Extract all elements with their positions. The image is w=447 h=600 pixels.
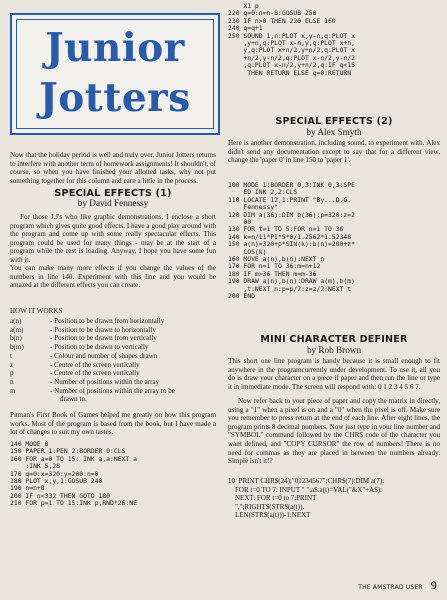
article1-body: For those J.J's who like graphic demonstrations, I enclose a short program which gives quite good effects. I have a good play around with the program and come up with some really spectacular effects. This program could be used for many things - may be at the start of a program while the rest is loading. Anyway, I hope you have some fun with it. — [10, 213, 216, 264]
variable-row — [10, 369, 216, 378]
variable-row — [10, 334, 216, 343]
article1-body2: You can make many more effects if you change the values of the numbers in line 140. Experiment with this line and you would be amazed at the different effects you can create. — [10, 264, 216, 290]
magazine-name: THE AMSTRAD USER — [358, 584, 423, 591]
variable-list — [10, 317, 216, 404]
article1-code-listing: 140 MODE 0 150 PAPER 1:PEN 2:BORDER 0:CLS 160 FOR a=0 TO 15: INK a,a:NEXT a :INK 5,28 170 q=0:x=320:y=200:n=0 180 PLOT x,y,1:GOSUB 240 190 n=n+8 200 IF n<332 THEN GOTO 180 210 FOR p=1 TO 15:INK p,RND*26:NE — [10, 440, 137, 508]
variable-name: b(m) — [10, 343, 24, 352]
variable-name — [10, 395, 50, 404]
article3-title: MINI CHARACTER DEFINER — [260, 334, 408, 345]
variable-desc: - Number of positions within the array — [50, 377, 160, 386]
variable-name: z — [10, 360, 14, 369]
article3-body2: Now refer back to your piece of paper and copy the matrix in directly, using a "1" when a pixel is on and a "0" when the pixel is off. Make sure you remember to press return at the end of each line. After eight lines, the program prints 8 decimal numbers. Now just type in your line number and "SYMBOL" command followed by the CHR$ code of the character you want defined, and "COPY CURSOR" the row of numbers! There is no need for commas as they are placed in between the numbers already. Simple isn't it!? — [228, 397, 440, 466]
article2-body: Here is another demonstration, including sound, to experiment with. Alex didn't send any documentation except to say that for a different view, change the 'paper 0' in line 150 to 'paper 1'. — [228, 139, 440, 165]
variable-desc: - Position to be drawn from vertically — [50, 334, 157, 343]
masthead-title-line2: Jotters — [39, 75, 191, 121]
article2-byline: by Alex Smyth — [306, 127, 362, 137]
article3-byline: by Rob Brown — [306, 345, 362, 355]
variable-name: a(n) — [10, 317, 22, 325]
variable-row — [10, 343, 216, 352]
variable-desc: - Number of positions within the array to be — [50, 386, 175, 395]
masthead — [10, 13, 220, 135]
variable-desc: - Colour and number of shapes drawn — [50, 351, 158, 360]
variable-name: n — [10, 377, 14, 386]
variable-desc: - Centre of the screen vertically — [50, 369, 140, 378]
article3-body: This short one line program is handy because it is small enough to fit anywhere in the programcurrently under development. To use it, all you do is draw your character on a piece if paper and then run the line or type it in immediate mode. The screen will respond with: 0 1 2 3 4 5 6 7. — [228, 357, 440, 391]
variable-name: b(n) — [10, 334, 22, 343]
article1-outro: Pitman's First Book of Games helped me greatly on how this program works. Most of the program is based from the book, but I have made a lot of changes to suit my own tastes. — [10, 411, 216, 437]
masthead-title-line1: Junior — [45, 25, 185, 71]
intro-paragraph: Now that the holiday period is well and truly over, Junior Jotters returns to interfere with another term of homework assignments! It shouldn't, of course, so when you have finished your allotted tasks, why not put something together for this column and earn a little in the process. — [10, 151, 216, 185]
variable-desc: drawn to. — [60, 395, 87, 404]
article3-code-listing: 10 PRINT CHR$(24);"01234567";CHR$(7):DIM a(7): FOR t=0 TO 7: INPUT " ",a$:a(t)=VAL("&X"+A$): NEXT: FOR t=0 to 7:PRINT ",";RIGHT$(STR$(a(t)), LEN(STR$(a(t)))-1;NEXT — [228, 477, 385, 519]
variable-name: t — [10, 351, 12, 360]
article1-byline: by David Fennessy — [77, 198, 149, 208]
article2-title: SPECIAL EFFECTS (2) — [275, 116, 393, 127]
variable-row — [10, 317, 216, 326]
variable-desc: - Position to be drawn to vertically — [50, 343, 149, 352]
variable-desc: - Position to be drawn from horizontally — [50, 317, 165, 325]
variable-name: p — [10, 369, 14, 378]
masthead-frame — [16, 19, 214, 129]
page-number: 9 — [430, 578, 437, 592]
variable-desc: - Position to be drawn to horizontally — [50, 325, 156, 334]
variable-desc: - Centre of the screen vertically — [50, 360, 140, 369]
article2-code-listing: 100 MODE 1:BORDER 0,3:INK 0,3:SPE ED INK 2,2:CLS 110 LOCATE 12,1:PRINT "By...D.G. Fennessy" 120 DIM a(36):DIM b(36):p=320:z=2 00 130 FOR t=1 TO 5:FOR n=1 TO 36 140 k=n/11*PI*5*0/1.2562*1.52348 150 a(n)=320+p*SIN(k):b(n)=200+z* COS(k) 160 MOVE a(n),b(n):NEXT n 170 FOR n=1 TO 36:m=n+12 180 IF m>36 THEN m=m-36 190 DRAW a(n),b(n):DRAW a(m),b(m) ,t:NEXT n:p=p/2:z=z/2:NEXT t 200 END — [228, 181, 355, 301]
variable-row — [10, 326, 216, 335]
variable-row — [10, 352, 216, 361]
variable-name: m — [10, 386, 16, 395]
variable-row — [10, 378, 216, 387]
variable-name: a(m) — [10, 325, 24, 334]
page-footer — [358, 578, 437, 593]
article1-title: SPECIAL EFFECTS (1) — [54, 188, 172, 199]
variable-row — [10, 387, 216, 396]
how-it-works-heading: HOW IT WORKS — [10, 307, 63, 315]
variable-row — [10, 361, 216, 370]
article1-code-continued: X1 p 220 q=0:n=n-8:GOSUB 250 230 IF n>0 THEN 220 ELSE 160 240 q=q+1 250 SOUND 1,n:PLOT x,y-n,q:PLOT x ,y+n,q:PLOT x-n,y,q:PLOT x+n, y,q:PLOT x+n/2,y+n/2,q:PLOT x +n/2,y-n/2,q:PLOT x-n/2,y-n/2 ,q:PLOT x-n/2,y+n/2,q:IF q<15 THEN RETURN ELSE q=0:RETURN — [228, 2, 355, 77]
variable-row — [10, 395, 216, 404]
